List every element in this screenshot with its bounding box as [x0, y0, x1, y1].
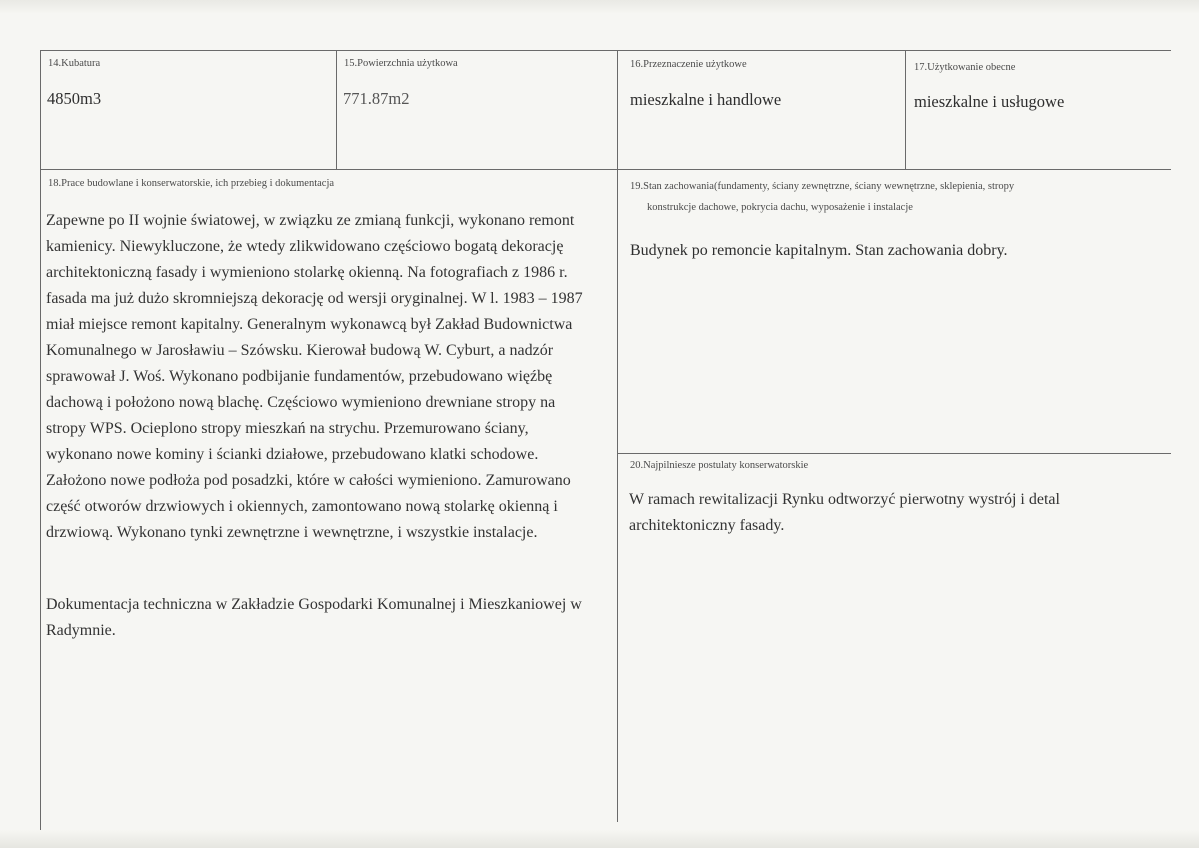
top-border-line [40, 50, 1171, 51]
section20-top-line [618, 453, 1171, 454]
field-20-value-line: architektoniczny fasady. [629, 517, 785, 534]
field-18-paragraph-1 [46, 208, 583, 546]
field-18-p1-line: wykonano nowe kominy i ścianki działowe, przebudowano klatki schodowe. [46, 446, 539, 463]
field-18-p1-line: Założono nowe podłoża pod posadzki, które w całości wymieniono. Zamurowano [46, 472, 571, 489]
row1-bottom-line [40, 169, 1171, 170]
field-18-p2-line: Dokumentacja techniczna w Zakładzie Gospodarki Komunalnej i Mieszkaniowej w [46, 596, 582, 613]
field-20-label: 20.Najpilniesze postulaty konserwatorskie [630, 460, 809, 471]
left-border-line [40, 50, 41, 830]
field-17-value: mieszkalne i usługowe [914, 92, 1065, 111]
field-14-label: 14.Kubatura [48, 58, 101, 69]
field-18-paragraph-2 [46, 592, 582, 644]
field-19-label-line: 19.Stan zachowania(fundamenty, ściany zewnętrzne, ściany wewnętrzne, sklepienia, stropy [630, 181, 1015, 192]
field-17-label: 17.Użytkowanie obecne [914, 62, 1016, 73]
divider-14-15 [336, 50, 337, 169]
field-18-p1-line: drzwiową. Wykonano tynki zewnętrzne i wewnętrzne, i wszystkie instalacje. [46, 524, 538, 541]
field-18-p1-line: kamienicy. Niewykluczone, że wtedy zlikwidowano częściowo bogatą dekorację [46, 238, 564, 255]
field-20-value [629, 487, 1060, 539]
scan-shadow-top [0, 0, 1199, 14]
field-16-label: 16.Przeznaczenie użytkowe [630, 59, 747, 70]
field-16-value: mieszkalne i handlowe [630, 90, 782, 109]
field-19-value: Budynek po remoncie kapitalnym. Stan zachowania dobry. [630, 242, 1008, 259]
field-18-p1-line: stropy WPS. Ocieplono stropy mieszkań na strychu. Przemurowano ściany, [46, 420, 529, 437]
field-18-p1-line: Zapewne po II wojnie światowej, w związku ze zmianą funkcji, wykonano remont [46, 212, 575, 229]
field-18-p1-line: miał miejsce remont kapitalny. Generalnym wykonawcą był Zakład Budownictwa [46, 316, 573, 333]
field-18-p1-line: architektoniczną fasady i wymieniono stolarkę okienną. Na fotografiach z 1986 r. [46, 264, 568, 281]
scan-shadow-bottom [0, 830, 1199, 848]
field-18-p1-line: fasada ma już dużo skromniejszą dekorację od wersji oryginalnej. W l. 1983 – 1987 [46, 290, 583, 307]
field-18-p1-line: część otworów drzwiowych i okiennych, zamontowano nową stolarkę okienną i [46, 498, 558, 515]
field-19-label-line: konstrukcje dachowe, pokrycia dachu, wyposażenie i instalacje [647, 202, 913, 213]
field-15-label: 15.Powierzchnia użytkowa [344, 58, 458, 69]
field-19-label [630, 181, 1014, 213]
field-18-p1-line: sprawował J. Woś. Wykonano podbijanie fundamentów, przebudowano więźbę [46, 368, 553, 385]
field-15-value: 771.87m2 [343, 89, 410, 108]
field-18-label: 18.Prace budowlane i konserwatorskie, ich przebieg i dokumentacja [48, 178, 335, 189]
center-divider [617, 50, 618, 822]
field-18-p1-line: Komunalnego w Jarosławiu – Szówsku. Kierował budową W. Cyburt, a nadzór [46, 342, 554, 359]
divider-16-17 [905, 50, 906, 169]
field-18-p1-line: dachową i położono nową blachę. Częściowo wymieniono drewniane stropy na [46, 394, 556, 411]
field-20-value-line: W ramach rewitalizacji Rynku odtworzyć pierwotny wystrój i detal [629, 491, 1060, 508]
field-14-value: 4850m3 [47, 89, 102, 108]
field-18-p2-line: Radymnie. [46, 622, 116, 639]
